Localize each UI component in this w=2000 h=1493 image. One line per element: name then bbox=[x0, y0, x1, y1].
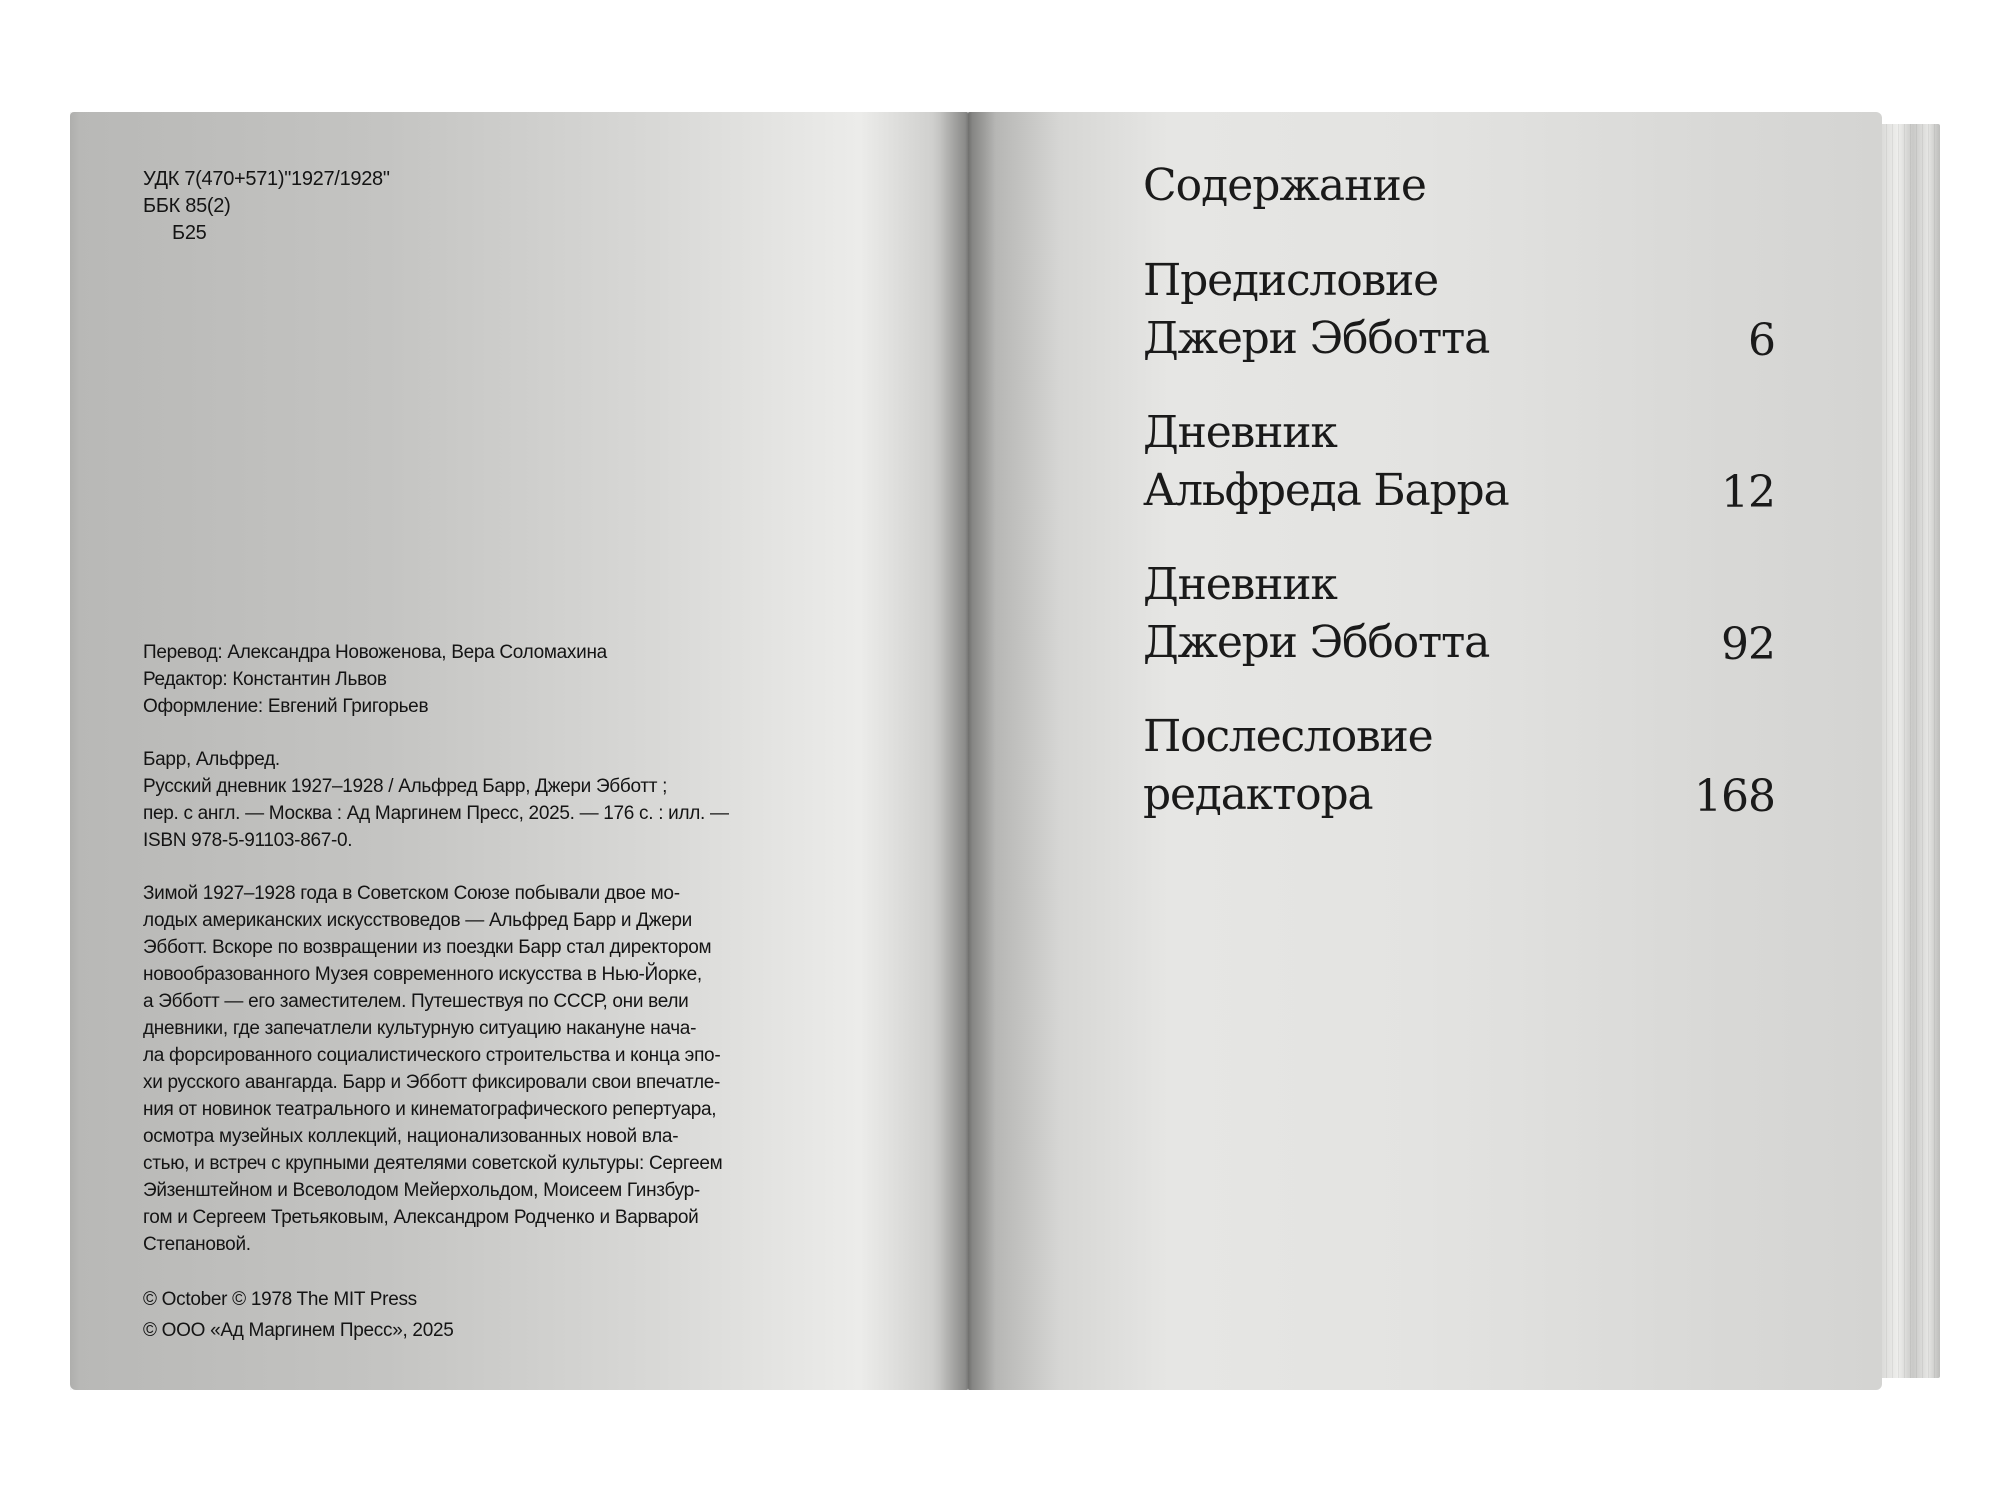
biblio-line: ISBN 978-5-91103-867-0. bbox=[143, 830, 353, 851]
abstract-line: дневники, где запечатлели культурную ситуацию накануне нача- bbox=[143, 1018, 697, 1039]
book-spine-shadow bbox=[940, 112, 996, 1390]
credit-line: Оформление: Евгений Григорьев bbox=[143, 696, 429, 717]
biblio-line: Барр, Альфред. bbox=[143, 749, 280, 770]
toc-title: Содержание bbox=[1143, 160, 1426, 211]
toc-entry bbox=[1143, 252, 1775, 370]
classification-block bbox=[143, 166, 390, 247]
toc-entry-title-line2: Джери Эбботта bbox=[1143, 617, 1490, 668]
abstract-line: Эбботт. Вскоре по возвращении из поездки Барр стал директором bbox=[143, 937, 712, 958]
abstract-line: Эйзенштейном и Всеволодом Мейерхольдом, Моисеем Гинзбур- bbox=[143, 1180, 700, 1201]
toc-page-number: 6 bbox=[1748, 315, 1775, 366]
toc-entry-title-line1: Дневник bbox=[1143, 559, 1337, 610]
abstract-line: ла форсированного социалистического строительства и конца эпо- bbox=[143, 1045, 721, 1066]
biblio-line: Русский дневник 1927–1928 / Альфред Барр, Джери Эбботт ; bbox=[143, 776, 668, 797]
toc-entry-title-line2: Альфреда Барра bbox=[1143, 465, 1509, 516]
credits-block bbox=[143, 639, 607, 720]
credit-line: Перевод: Александра Новоженова, Вера Соломахина bbox=[143, 642, 607, 663]
author-mark: Б25 bbox=[172, 222, 207, 244]
abstract-line: Степановой. bbox=[143, 1234, 251, 1255]
toc-entry-title-line1: Послесловие bbox=[1143, 711, 1433, 762]
udk-code: УДК 7(470+571)"1927/1928" bbox=[143, 168, 390, 190]
toc-entry bbox=[1143, 404, 1775, 522]
credit-line: Редактор: Константин Львов bbox=[143, 669, 387, 690]
abstract-line: ния от новинок театрального и кинематографического репертуара, bbox=[143, 1099, 717, 1120]
bibliographic-record bbox=[143, 746, 729, 854]
toc-entry-title-line1: Дневник bbox=[1143, 407, 1337, 458]
copyright-line: © ООО «Ад Маргинем Пресс», 2025 bbox=[143, 1320, 454, 1341]
toc-page-number: 92 bbox=[1721, 619, 1775, 670]
copyright-block bbox=[143, 1284, 454, 1346]
abstract-line: лодых американских искусствоведов — Альфред Барр и Джери bbox=[143, 910, 692, 931]
toc-entry-title-line1: Предисловие bbox=[1143, 255, 1439, 306]
page-stack-lines bbox=[1880, 124, 1940, 1378]
abstract-line: хи русского авангарда. Барр и Эбботт фиксировали свои впечатле- bbox=[143, 1072, 721, 1093]
abstract-line: стью, и встреч с крупными деятелями советской культуры: Сергеем bbox=[143, 1153, 723, 1174]
biblio-line: пер. с англ. — Москва : Ад Маргинем Пресс, 2025. — 176 с. : илл. — bbox=[143, 803, 729, 824]
toc-entry-title-line2: Джери Эбботта bbox=[1143, 313, 1490, 364]
toc-page-number: 12 bbox=[1721, 467, 1775, 518]
toc-entry bbox=[1143, 708, 1775, 826]
abstract-line: Зимой 1927–1928 года в Советском Союзе побывали двое мо- bbox=[143, 883, 680, 904]
abstract-line: осмотра музейных коллекций, национализованных новой вла- bbox=[143, 1126, 679, 1147]
abstract-line: гом и Сергеем Третьяковым, Александром Родченко и Варварой bbox=[143, 1207, 699, 1228]
copyright-line: © October © 1978 The MIT Press bbox=[143, 1289, 417, 1310]
abstract-line: новообразованного Музея современного искусства в Нью-Йорке, bbox=[143, 964, 702, 985]
toc-page-number: 168 bbox=[1694, 771, 1775, 822]
abstract-paragraph bbox=[143, 880, 722, 1258]
toc-entry bbox=[1143, 556, 1775, 674]
abstract-line: а Эбботт — его заместителем. Путешествуя по СССР, они вели bbox=[143, 991, 689, 1012]
toc-entry-title-line2: редактора bbox=[1143, 769, 1373, 820]
bbk-code: ББК 85(2) bbox=[143, 195, 231, 217]
